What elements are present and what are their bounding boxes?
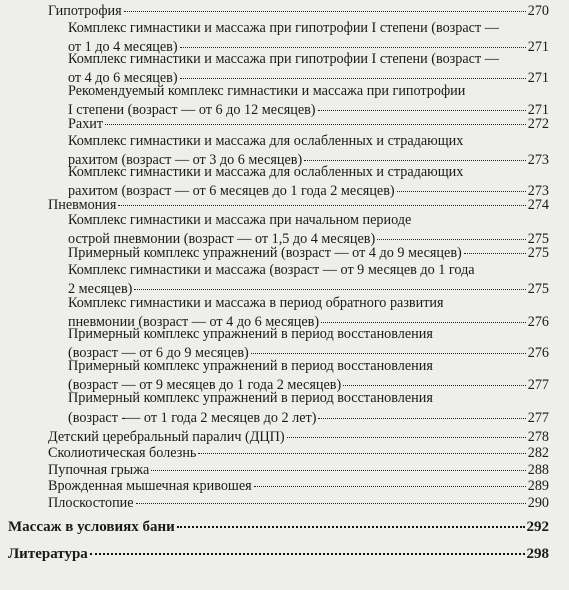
toc-entry-title-cont: острой пневмонии (возраст — от 1,5 до 4 месяцев) (68, 231, 376, 248)
toc-entry-title-cont: пневмонии (возраст — от 4 до 6 месяцев) (68, 314, 320, 331)
toc-entry-title: Комплекс гимнастики и массажа для ослабленных и страдающих (68, 133, 464, 149)
toc-entry-title: Массаж в условиях бани (8, 519, 175, 535)
toc-entry-pneumonia-4-9 (0, 243, 569, 262)
toc-page-number: 278 (527, 429, 549, 446)
toc-entry-title: Комплекс гимнастики и массажа при начальном периоде (68, 212, 412, 228)
dot-leader (251, 343, 526, 357)
toc-entry-title-cont: 2 месяцев) (68, 281, 133, 298)
toc-entry-title: Гипотрофия (48, 3, 122, 20)
dot-leader (397, 181, 526, 195)
dot-leader (177, 516, 525, 531)
toc-page-number: 288 (527, 462, 549, 479)
toc-page-number: 274 (527, 197, 549, 214)
toc-page-number: 277 (527, 377, 549, 394)
dot-leader (118, 195, 525, 209)
toc-page-number: 289 (527, 478, 549, 495)
toc-entry-literature (0, 543, 569, 563)
toc-entry-title: Примерный комплекс упражнений (возраст — от 4 до 9 месяцев) (68, 245, 462, 262)
dot-leader (124, 1, 526, 15)
dot-leader (180, 68, 526, 82)
dot-leader (151, 460, 525, 474)
dot-leader (318, 408, 525, 422)
toc-entry-title: Рахит (68, 116, 104, 133)
toc-page-number: 273 (527, 183, 549, 200)
dot-leader (287, 427, 526, 441)
toc-page-number: 276 (527, 314, 549, 331)
toc-entry-recovery-14-24 (0, 388, 569, 428)
toc-page-number: 271 (527, 39, 549, 56)
dot-leader (377, 229, 526, 243)
toc-page-number: 273 (527, 152, 549, 169)
toc-entry-title-cont: рахитом (возраст — от 6 месяцев до 1 года 2 месяцев) (68, 183, 395, 200)
toc-entry-title: Примерный комплекс упражнений в период восстановления (68, 326, 433, 342)
dot-leader (134, 279, 525, 293)
toc-entry-title: Сколиотическая болезнь (48, 445, 197, 462)
toc-entry-title-cont: от 1 до 4 месяцев) (68, 39, 178, 56)
toc-entry-title: Пневмония (48, 197, 117, 214)
toc-entry-title: Комплекс гимнастики и массажа при гипотрофии I степени (возраст — (68, 20, 499, 36)
toc-page-number: 271 (527, 70, 549, 87)
toc-entry-title: Рекомендуемый комплекс гимнастики и массажа при гипотрофии (68, 83, 466, 99)
dot-leader (136, 493, 526, 507)
toc-page-number: 277 (527, 410, 549, 427)
toc-entry-hypotrophy (0, 1, 569, 20)
toc-entry-title: Детский церебральный паралич (ДЦП) (48, 429, 285, 446)
toc-page-number: 275 (527, 245, 549, 262)
dot-leader (90, 543, 525, 558)
toc-entry-title-cont: от 4 до 6 месяцев) (68, 70, 178, 87)
toc-page-number: 290 (527, 495, 549, 512)
toc-page-number: 275 (527, 231, 549, 248)
toc-entry-title-cont: (возраст — от 6 до 9 месяцев) (68, 345, 249, 362)
dot-leader (464, 243, 526, 257)
toc-entry-title-cont: рахитом (возраст — от 3 до 6 месяцев) (68, 152, 303, 169)
toc-entry-title: Врожденная мышечная кривошея (48, 478, 252, 495)
toc-entry-title-cont: I степени (возраст — от 6 до 12 месяцев) (68, 102, 316, 119)
toc-page-number: 270 (527, 3, 549, 20)
toc-entry-title: Литература (8, 546, 88, 562)
toc-entry-flatfoot (0, 493, 569, 512)
toc-entry-rickets (0, 114, 569, 133)
toc-page-number: 271 (527, 102, 549, 119)
toc-entry-title-cont: (возраст — от 9 месяцев до 1 года 2 месяцев) (68, 377, 342, 394)
toc-entry-title: Примерный комплекс упражнений в период восстановления (68, 358, 433, 374)
toc-entry-title: Комплекс гимнастики и массажа при гипотрофии I степени (возраст — (68, 51, 499, 67)
toc-page-number: 275 (527, 281, 549, 298)
toc-entry-title: Комплекс гимнастики и массажа в период обратного развития (68, 295, 444, 311)
toc-entry-title: Комплекс гимнастики и массажа (возраст — от 9 месяцев до 1 года (68, 262, 475, 278)
dot-leader (198, 443, 525, 457)
toc-entry-bath-massage (0, 516, 569, 536)
toc-entry-title: Плоскостопие (48, 495, 134, 512)
toc-entry-title: Комплекс гимнастики и массажа для ослабленных и страдающих (68, 164, 464, 180)
dot-leader (318, 100, 526, 114)
dot-leader (105, 114, 526, 128)
toc-page-number: 282 (527, 445, 549, 462)
toc-page-number: 272 (527, 116, 549, 133)
toc-page-number: 292 (526, 519, 549, 535)
toc-page-number: 276 (527, 345, 549, 362)
toc-entry-pneumonia-9-14 (0, 261, 569, 298)
toc-page-number: 298 (526, 546, 549, 562)
dot-leader (254, 476, 526, 490)
toc-entry-title: Пупочная грыжа (48, 462, 150, 479)
toc-entry-title: Примерный комплекс упражнений в период восстановления (68, 390, 433, 406)
toc-entry-title-cont: (возраст -— от 1 года 2 месяцев до 2 лет) (68, 410, 317, 427)
